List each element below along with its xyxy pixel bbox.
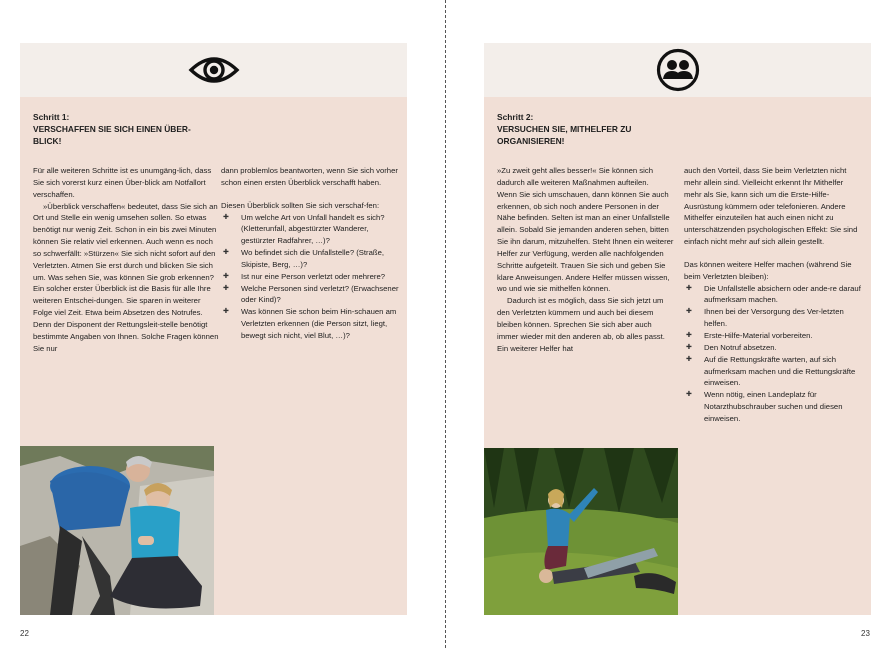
page-number-left: 22	[20, 629, 29, 638]
left-page-header	[20, 43, 407, 97]
paragraph: Das können weitere Helfer machen (während Sie beim Verletzten bleiben):	[684, 259, 852, 281]
bullet-list	[221, 212, 399, 342]
bullet-list	[684, 283, 862, 425]
step-title-line-1: VERSCHAFFEN SIE SICH EINEN ÜBER-	[33, 124, 191, 134]
right-column-2	[684, 165, 862, 425]
left-page	[20, 43, 407, 615]
list-item: ✚ Wo befindet sich die Unfallstelle? (Straße, Skipiste, Berg, …)?	[221, 247, 399, 271]
list-item: ✚ Welche Personen sind verletzt? (Erwachsener oder Kind)?	[221, 283, 399, 307]
step-title-line-1: VERSUCHEN SIE, MITHELFER ZU	[497, 124, 632, 134]
list-item: ✚ Ihnen bei der Versorgung des Ver-letzten helfen.	[684, 306, 862, 330]
list-item: ✚ Den Notruf absetzen.	[684, 342, 862, 354]
paragraph: Diesen Überblick sollten Sie sich verschaf-fen:	[221, 200, 380, 210]
paragraph: Wenn Sie sich umschauen, dann können Sie auch erkennen, ob sich noch andere Personen in der Nähe befinden. Selten ist man an einer Unfallstelle allein. Sobald Sie jemanden anderen sehen, bitten Sie ihn darum, mitzuhelfen. Steht Ihnen ein weiterer Helfer zur Verfügung, werden alle nachfolgenden Schritte aufgeteilt. Trauen Sie sich und geben Sie klare Anweisungen. Andere Helfer müssen wissen, wo und wie sie mithelfen können.	[497, 189, 674, 294]
group-icon	[651, 47, 705, 93]
list-item: ✚ Auf die Rettungskräfte warten, auf sich aufmerksam machen und die Rettungskräfte einweisen.	[684, 354, 862, 390]
paragraph: auch den Vorteil, dass Sie beim Verletzten nicht mehr allein sind. Vielleicht erkennt Ihr Mithelfer mehr als Sie, kann sich um die Erste-Hilfe-Ausrüstung kümmern oder telefonieren. Andere Mithelfer einzuteilen hat auch einen nicht zu unterschätzenden psychologischen Effekt: Sie sind einfach nicht mehr auf sich allein gestellt.	[684, 166, 858, 247]
right-column-1	[497, 165, 675, 355]
list-item: ✚ Um welche Art von Unfall handelt es sich? (Kletterunfall, abgestürzter Wanderer, gestürzter Radfahrer, …)?	[221, 212, 399, 248]
rescue-photo	[20, 446, 214, 615]
step-title-line-2: BLICK!	[33, 136, 62, 146]
paragraph: »Zu zweit geht alles besser!« Sie können sich dadurch alle weiteren Maßnahmen aufteilen.	[497, 166, 653, 187]
left-column-1	[33, 165, 221, 355]
page-number-right: 23	[861, 629, 870, 638]
paragraph: Für alle weiteren Schritte ist es unumgäng-lich, dass Sie sich vorerst kurz einen Über-blick am Notfallort verschaffen.	[33, 166, 212, 199]
list-item: ✚ Wenn nötig, einen Landeplatz für Notarzthubschrauber suchen und diesen einweisen.	[684, 389, 862, 425]
eye-icon	[187, 47, 241, 93]
left-column-2	[221, 165, 399, 342]
step-label: Schritt 2:	[497, 112, 534, 122]
step-heading	[33, 111, 233, 147]
paragraph: Dadurch ist es möglich, dass Sie sich jetzt um den Verletzten kümmern und auch bei diesem bleiben können. Sprechen Sie sich aber auch immer wieder mit den anderen ab, ob alles passt. Ein weiterer Helfer hat	[497, 296, 665, 353]
list-item: ✚ Erste-Hilfe-Material vorbereiten.	[684, 330, 862, 342]
step-heading	[497, 111, 697, 147]
list-item: ✚ Die Unfallstelle absichern oder ande-re darauf aufmerksam machen.	[684, 283, 862, 307]
step-title-line-2: ORGANISIEREN!	[497, 136, 565, 146]
right-page	[484, 43, 871, 615]
paragraph: »Überblick verschaffen« bedeutet, dass Sie sich an Ort und Stelle ein wenig umsehen sollen. So etwas benötigt nur wenig Zeit. Schon in ein bis zwei Minuten können Sie relativ viel erkennen. Auch wenn es noch so schwerfällt: »Stürzen« Sie sich nicht sofort auf den Verletzten. Atmen Sie erst durch und blicken Sie sich um. Was sehen Sie, was können Sie grob erkennen? Ein solcher erster Überblick ist die Basis für alle Ihre weiteren Entschei-dungen. Sie sparen in weiterer Folge viel Zeit. Etwa beim Absetzen des Notrufes. Denn der Disponent der Rettungsleit-stelle benötigt bestimmte Angaben von Ihnen. Solche Fragen können Sie nur	[33, 201, 219, 353]
paragraph: dann problemlos beantworten, wenn Sie sich vorher schon einen ersten Überblick verschafft haben.	[221, 166, 398, 187]
list-item: ✚ Ist nur eine Person verletzt oder mehrere?	[221, 271, 399, 283]
right-page-header	[484, 43, 871, 97]
fold-divider	[445, 0, 446, 648]
helpers-photo	[484, 448, 678, 615]
list-item: ✚ Was können Sie schon beim Hin-schauen am Verletzten erkennen (die Person sitzt, liegt, bewegt sich nicht, viel Blut, …)?	[221, 306, 399, 342]
step-label: Schritt 1:	[33, 112, 70, 122]
